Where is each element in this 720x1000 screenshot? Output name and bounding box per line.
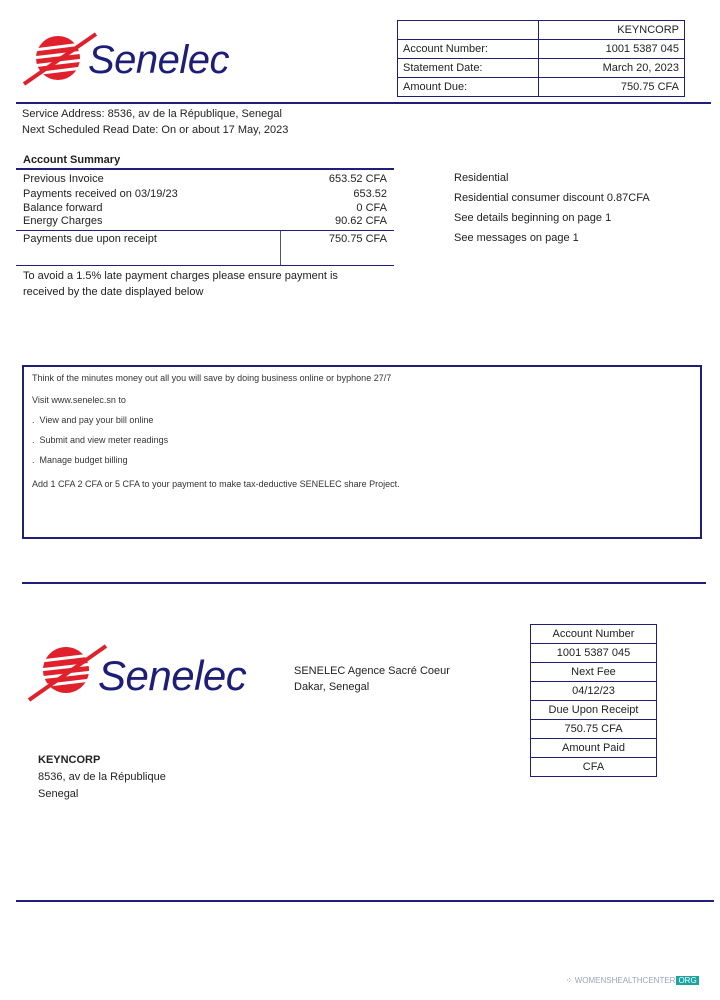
service-address: Service Address: 8536, av de la République, Senegal bbox=[22, 108, 282, 120]
watermark-text: WOMENSHEALTHCENTER bbox=[574, 976, 676, 985]
message-line: Think of the minutes money out all you will save by doing business online or byphone 27/7 bbox=[32, 373, 392, 383]
summary-row-value: 90.62 CFA bbox=[335, 215, 387, 227]
statement-date-label: Statement Date: bbox=[398, 59, 539, 78]
brand-name: Senelec bbox=[88, 38, 230, 82]
account-number-value: 1001 5387 045 bbox=[539, 40, 685, 59]
bottom-divider bbox=[16, 900, 714, 902]
stub-account-number-label: Account Number bbox=[531, 625, 657, 644]
agency-city: Dakar, Senegal bbox=[294, 681, 370, 693]
late-payment-note: To avoid a 1.5% late payment charges please ensure payment is bbox=[23, 270, 338, 282]
statement-date-value: March 20, 2023 bbox=[539, 59, 685, 78]
stub-due-value: 750.75 CFA bbox=[531, 720, 657, 739]
summary-row-label: Energy Charges bbox=[23, 215, 103, 227]
payments-due-label: Payments due upon receipt bbox=[16, 231, 281, 265]
watermark-dots-icon: ⁘ bbox=[566, 976, 573, 985]
late-payment-note-2: received by the date displayed below bbox=[23, 286, 204, 298]
summary-row bbox=[23, 187, 387, 202]
summary-row-value: 653.52 CFA bbox=[328, 173, 387, 185]
stub-amount-paid-value: CFA bbox=[531, 758, 657, 777]
summary-row bbox=[23, 172, 387, 187]
side-info-discount: Residential consumer discount 0.87CFA bbox=[454, 192, 650, 204]
customer-street: 8536, av de la République bbox=[38, 771, 166, 783]
account-header-box bbox=[397, 20, 685, 97]
bullet-text: Manage budget billing bbox=[39, 455, 128, 465]
stub-account-number-value: 1001 5387 045 bbox=[531, 644, 657, 663]
brand-logo bbox=[20, 30, 230, 90]
service-info bbox=[22, 106, 288, 138]
payments-due-value: 750.75 CFA bbox=[328, 233, 387, 245]
account-number-label: Account Number: bbox=[398, 40, 539, 59]
stub-divider bbox=[22, 582, 706, 584]
customer-name: KEYNCORP bbox=[38, 754, 101, 766]
bullet-text: View and pay your bill online bbox=[39, 415, 154, 425]
stub-next-fee-label: Next Fee bbox=[531, 663, 657, 682]
bullet-item: . Manage budget billing bbox=[32, 455, 128, 465]
summary-row bbox=[23, 215, 387, 228]
summary-row-label: Payments received on 03/19/23 bbox=[23, 188, 178, 200]
customer-country: Senegal bbox=[38, 788, 79, 800]
side-info-messages: See messages on page 1 bbox=[454, 232, 579, 244]
brand-name: Senelec bbox=[98, 652, 247, 699]
message-line: Add 1 CFA 2 CFA or 5 CFA to your payment to make tax-deductive SENELEC share Project. bbox=[32, 479, 400, 489]
stub-due-label: Due Upon Receipt bbox=[531, 701, 657, 720]
summary-row bbox=[23, 202, 387, 215]
summary-row-value: 653.52 bbox=[353, 188, 387, 200]
side-info-residential: Residential bbox=[454, 172, 509, 184]
stub-next-fee-date: 04/12/23 bbox=[531, 682, 657, 701]
header-company: KEYNCORP bbox=[539, 21, 685, 40]
divider bbox=[16, 102, 711, 104]
message-line: Visit www.senelec.sn to bbox=[32, 395, 126, 405]
agency-name: SENELEC Agence Sacré Coeur bbox=[294, 665, 450, 677]
bullet-item: . View and pay your bill online bbox=[32, 415, 154, 425]
summary-row-value: 0 CFA bbox=[356, 202, 387, 214]
summary-row-label: Previous Invoice bbox=[23, 173, 104, 185]
message-box bbox=[22, 365, 702, 539]
stub-amount-paid-label: Amount Paid bbox=[531, 739, 657, 758]
watermark-tld: ORG bbox=[678, 976, 697, 985]
stub-logo bbox=[26, 640, 246, 706]
side-info-details: See details beginning on page 1 bbox=[454, 212, 612, 224]
side-info bbox=[454, 168, 650, 248]
payment-stub-box bbox=[530, 624, 657, 777]
bullet-item: . Submit and view meter readings bbox=[32, 435, 169, 445]
amount-due-value: 750.75 CFA bbox=[539, 78, 685, 97]
account-summary bbox=[16, 152, 394, 302]
agency-address bbox=[294, 663, 450, 695]
amount-due-label: Amount Due: bbox=[398, 78, 539, 97]
summary-title: Account Summary bbox=[23, 154, 121, 166]
watermark bbox=[566, 976, 699, 985]
customer-address bbox=[38, 752, 166, 803]
next-read-date: Next Scheduled Read Date: On or about 17 May, 2023 bbox=[22, 124, 289, 136]
bullet-text: Submit and view meter readings bbox=[39, 435, 169, 445]
summary-row-label: Balance forward bbox=[23, 202, 103, 214]
